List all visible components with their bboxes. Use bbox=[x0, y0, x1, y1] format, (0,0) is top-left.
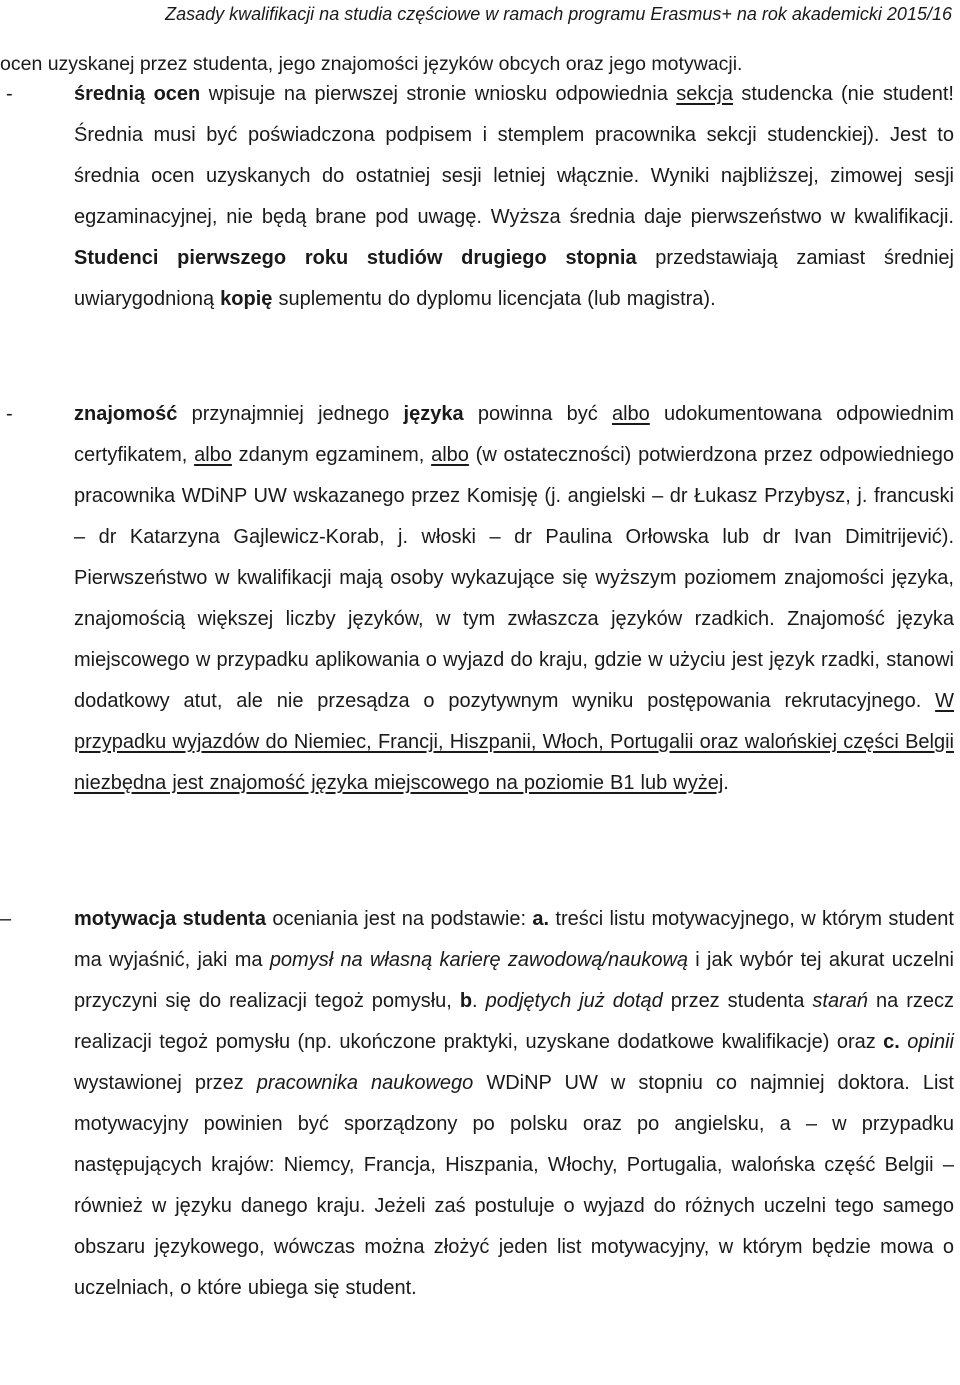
bold-text: b bbox=[459, 990, 473, 1012]
text-run: suplementu do dyplomu licencjata (lub magistra). bbox=[272, 288, 716, 310]
text-run: na rzecz realizacji tegoż pomysłu (np. ukończone praktyki, uzyskane dodatkowe kwalifikacje) oraz bbox=[74, 990, 954, 1053]
bold-text: motywacja studenta bbox=[74, 908, 266, 930]
underlined-text: albo bbox=[611, 403, 650, 425]
bold-text: c. bbox=[883, 1031, 900, 1053]
text-run: . bbox=[723, 772, 729, 794]
text-run: treści listu motywacyjnego, w którym student ma wyjaśnić, jaki ma bbox=[74, 908, 954, 971]
italic-text: opinii bbox=[907, 1031, 954, 1053]
section-motivation bbox=[0, 899, 955, 1309]
italic-text: pracownika naukowego bbox=[256, 1072, 474, 1094]
underlined-text: W przypadku wyjazdów do Niemiec, Francji, Hiszpanii, Włoch, Portugalii oraz walońskiej części Belgii niezbędna jest znajomość języka miejscowego na poziomie B1 lub wyżej bbox=[74, 690, 954, 794]
text-run: i jak wybór tej akurat uczelni przyczyni się do realizacji tegoż pomysłu, bbox=[74, 949, 954, 1012]
text-run: przynajmniej jednego bbox=[177, 403, 404, 425]
underlined-text: sekcja bbox=[676, 83, 733, 105]
text-run: WDiNP UW w stopniu co najmniej doktora. List motywacyjny powinien być sporządzony po polsku oraz po angielsku, a – w przypadku następujących krajów: Niemcy, Francja, Hiszpania, Włochy, Portugalia, walońska część Belgii – również w języku danego kraju. Jeżeli zaś postuluje o wyjazd do różnych uczelni tego samego obszaru językowego, wówczas można złożyć jeden list motywacyjny, w którym będzie mowa o uczelniach, o które ubiega się student. bbox=[74, 1072, 954, 1299]
underlined-text: albo bbox=[194, 444, 232, 466]
text-run: zdanym egzaminem, bbox=[231, 444, 432, 466]
text-run: studencka (nie student! Średnia musi być poświadczona podpisem i stemplem pracownika sekcji studenckiej). Jest to średnia ocen uzyskanych do ostatniej sesji letniej włącznie. Wyniki najbliższej, zimowej sesji egzaminacyjnej, nie będą brane pod uwagę. Wyższa średnia daje pierwszeństwo w kwalifikacji. bbox=[74, 83, 954, 228]
page-header: Zasady kwalifikacji na studia częściowe w ramach programu Erasmus+ na rok akademicki 2015/16 bbox=[165, 4, 952, 24]
italic-text: starań bbox=[812, 990, 868, 1012]
section-average-grades bbox=[0, 74, 955, 320]
text-run: wpisuje na pierwszej stronie wniosku odpowiednia bbox=[200, 83, 677, 105]
text-run: przedstawiają zamiast średniej uwiarygodnioną bbox=[74, 247, 954, 310]
section-text bbox=[74, 394, 954, 804]
text-run: (w ostateczności) potwierdzona przez odpowiedniego pracownika WDiNP UW wskazanego przez Komisję (j. angielski – dr Łukasz Przybysz, j. francuski – dr Katarzyna Gajlewicz-Korab, j. włoski – dr Paulina Orłowska lub dr Ivan Dimitrijević). Pierwszeństwo w kwalifikacji mają osoby wykazujące się wyższym poziomem znajomości języka, znajomością większej liczby języków, w tym zwłaszcza języków rzadkich. Znajomość języka miejscowego w przypadku aplikowania o wyjazd do kraju, gdzie w użyciu jest język rzadki, stanowi dodatkowy atut, ale nie przesądza o pozytywnym wyniku postępowania rekrutacyjnego. bbox=[74, 444, 954, 712]
section-text bbox=[74, 74, 954, 320]
bold-text: kopię bbox=[220, 288, 273, 310]
section-text bbox=[74, 899, 954, 1309]
bold-text: znajomość bbox=[74, 403, 178, 425]
section-language-knowledge bbox=[0, 394, 955, 804]
underlined-text: albo bbox=[431, 444, 469, 466]
bold-text: średnią ocen bbox=[74, 83, 201, 105]
list-marker: - bbox=[6, 83, 13, 105]
list-marker: - bbox=[6, 403, 13, 425]
text-run: powinna być bbox=[463, 403, 612, 425]
text-run: przez studenta bbox=[662, 990, 813, 1012]
text-run: wystawionej przez bbox=[74, 1072, 257, 1094]
text-run: oceniania jest na podstawie: bbox=[265, 908, 533, 930]
italic-text: podjętych już dotąd bbox=[485, 990, 663, 1012]
intro-line: ocen uzyskanej przez studenta, jego znajomości języków obcych oraz jego motywacji. bbox=[0, 53, 743, 75]
bold-text: Studenci pierwszego roku studiów drugiego stopnia bbox=[74, 247, 637, 269]
text-run: . bbox=[472, 990, 486, 1012]
bold-text: a. bbox=[532, 908, 550, 930]
text-run: udokumentowana odpowiednim certyfikatem, bbox=[74, 403, 955, 466]
bold-text: języka bbox=[403, 403, 464, 425]
list-marker: – bbox=[0, 908, 12, 930]
italic-text: pomysł na własną karierę zawodową/naukową bbox=[269, 949, 689, 971]
